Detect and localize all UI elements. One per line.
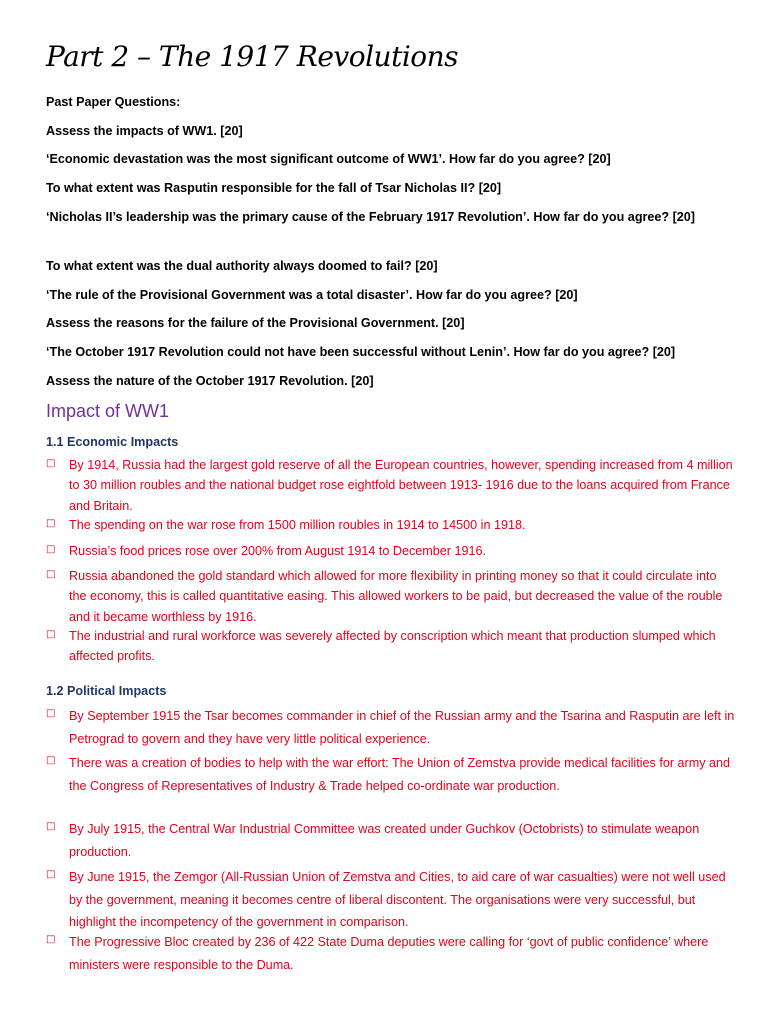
political-item-5 — [46, 931, 736, 976]
section-heading-impact-ww1: Impact of WW1 — [46, 401, 170, 421]
page-title: Part 2 – The 1917 Revolutions — [46, 40, 459, 73]
subheading-economic-impacts: 1.1 Economic Impacts — [46, 435, 179, 449]
bullet-box-icon: □ — [46, 629, 56, 640]
question-7: Assess the reasons for the failure of the Provisional Government. [20] — [46, 316, 465, 330]
political-item-text: There was a creation of bodies to help with the war effort: The Union of Zemstva provide medical facilities for army and the Congress of Representatives of Industry & Trade helped co-ordinate war production. — [69, 756, 731, 793]
question-3: To what extent was Rasputin responsible for the fall of Tsar Nicholas II? [20] — [46, 181, 502, 195]
economic-item-2 — [46, 515, 736, 535]
bullet-box-icon: □ — [46, 821, 56, 832]
bullet-box-icon: □ — [46, 458, 56, 469]
economic-item-text: The spending on the war rose from 1500 million roubles in 1914 to 14500 in 1918. — [69, 518, 526, 532]
bullet-box-icon: □ — [46, 518, 56, 529]
political-item-4 — [46, 866, 736, 934]
economic-item-5 — [46, 626, 736, 667]
economic-item-text: By 1914, Russia had the largest gold reserve of all the European countries, however, spending increased from 4 million to 30 million roubles and the national budget rose eightfold between 1913- 1916 due to the loans acquired from France and Britain. — [69, 458, 733, 513]
economic-item-4 — [46, 566, 736, 627]
economic-item-text: Russia’s food prices rose over 200% from August 1914 to December 1916. — [69, 544, 486, 558]
political-item-text: By July 1915, the Central War Industrial Committee was created under Guchkov (Octobrists) to stimulate weapon production. — [69, 822, 700, 859]
economic-item-text: Russia abandoned the gold standard which allowed for more flexibility in printing money so that it could circulate into the economy, this is called quantitative easing. This allowed workers to be paid, but decreased the value of the rouble and it became worthless by 1916. — [69, 569, 723, 624]
bullet-box-icon: □ — [46, 708, 56, 719]
past-paper-heading: Past Paper Questions: — [46, 95, 181, 109]
subheading-political-impacts: 1.2 Political Impacts — [46, 684, 167, 698]
political-item-3 — [46, 818, 736, 863]
bullet-box-icon: □ — [46, 934, 56, 945]
political-item-text: By June 1915, the Zemgor (All-Russian Union of Zemstva and Cities, to aid care of war casualties) were not well used by the government, meaning it becomes centre of liberal discontent. The organisations were very successful, but highlight the incompetency of the government in comparison. — [69, 870, 726, 929]
political-item-2 — [46, 752, 736, 797]
bullet-box-icon: □ — [46, 869, 56, 880]
question-8: ‘The October 1917 Revolution could not have been successful without Lenin’. How far do you agree? [20] — [46, 345, 676, 359]
question-9: Assess the nature of the October 1917 Revolution. [20] — [46, 374, 374, 388]
bullet-box-icon: □ — [46, 569, 56, 580]
question-1: Assess the impacts of WW1. [20] — [46, 124, 243, 138]
political-item-text: The Progressive Bloc created by 236 of 422 State Duma deputies were calling for ‘govt of public confidence’ where ministers were responsible to the Duma. — [69, 935, 709, 972]
economic-item-1 — [46, 455, 736, 516]
question-2: ‘Economic devastation was the most significant outcome of WW1’. How far do you agree? [20] — [46, 152, 611, 166]
question-6: ‘The rule of the Provisional Government was a total disaster’. How far do you agree? [20] — [46, 288, 578, 302]
political-item-1 — [46, 705, 736, 750]
question-4: ‘Nicholas II’s leadership was the primary cause of the February 1917 Revolution’. How far do you agree? [20] — [46, 210, 696, 224]
economic-item-3 — [46, 541, 736, 561]
bullet-box-icon: □ — [46, 755, 56, 766]
economic-item-text: The industrial and rural workforce was severely affected by conscription which meant that production slumped which affected profits. — [69, 629, 716, 664]
bullet-box-icon: □ — [46, 544, 56, 555]
political-item-text: By September 1915 the Tsar becomes commander in chief of the Russian army and the Tsarina and Rasputin are left in Petrograd to govern and they have very little political experience. — [69, 709, 735, 746]
question-5: To what extent was the dual authority always doomed to fail? [20] — [46, 259, 438, 273]
